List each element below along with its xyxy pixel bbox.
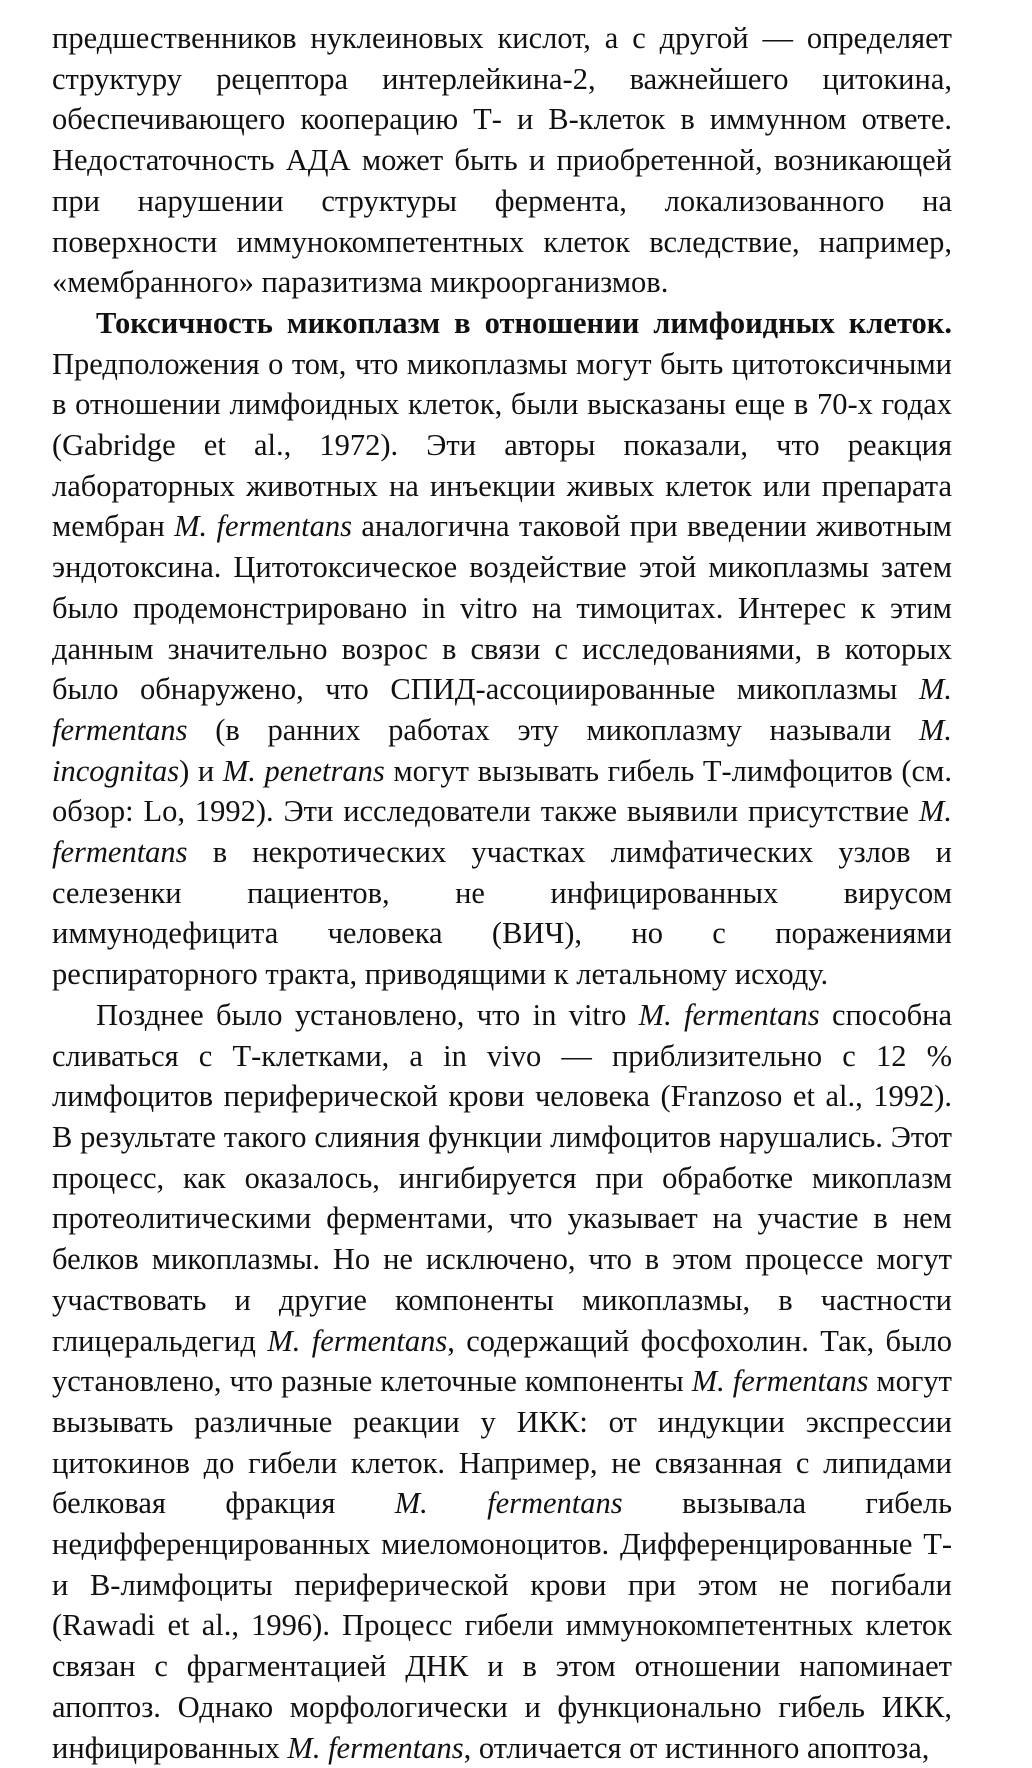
species-name: M. fermentans (174, 509, 353, 544)
text-run: , отличается от истинного апоптоза, (463, 1730, 930, 1765)
text-run: ) и (179, 753, 223, 788)
paragraph-1 (52, 18, 952, 303)
text-run: могут вызывать различные реакции у ИКК: от индукции экспрессии цитокинов до гибели клеток. Например, не связанная с липидами белковая фракция (52, 1364, 952, 1521)
species-name: M. fermentans (638, 997, 820, 1032)
page-text (52, 18, 952, 1768)
text-run: могут вызывать гибель Т-лимфоцитов (см. обзор: Lo, 1992). Эти исследователи также выявили присутствие (52, 753, 952, 829)
paragraph-3 (52, 995, 952, 1768)
section-heading: Токсичность микоплазм в отношении лимфоидных клеток. (96, 305, 952, 340)
species-name: M. penetrans (222, 753, 385, 788)
paragraph-2 (52, 303, 952, 995)
text-run: аналогична таковой при введении животным эндотоксина. Цитотоксическое воздействие этой микоплазмы затем было продемонстрировано in vitro на тимоцитах. Интерес к этим данным значительно возрос в связи с исследованиями, в которых было обнаружено, что СПИД-ассоциированные микоплазмы (52, 509, 952, 707)
text-run: вызывала гибель недифференцированных миеломоноцитов. Дифференцированные Т- и В-лимфоциты периферической крови при этом не погибали (Rawadi et al., 1996). Процесс гибели иммунокомпетентных клеток связан с фрагментацией ДНК и в этом отношении напоминает апоптоз. Однако морфологически и функционально гибель ИКК, инфицированных (52, 1486, 952, 1765)
text-run: способна сливаться с Т-клетками, а in vivo — приблизительно с 12 % лимфоцитов периферической крови человека (Franzoso et al., 1992). В результате такого слияния функции лимфоцитов нарушались. Этот процесс, как оказалось, ингибируется при обработке микоплазм протеолитическими ферментами, что указывает на участие в нем белков микоплазмы. Но не исключено, что в этом процессе могут участвовать и другие компоненты микоплазмы, в частности глицеральдегид (52, 997, 952, 1358)
text-run: (в ранних работах эту микоплазму называли (187, 712, 919, 747)
text-run: в некротических участках лимфатических узлов и селезенки пациентов, не инфицированных вирусом иммунодефицита человека (ВИЧ), но с поражениями респираторного тракта, приводящими к летальному исходу. (52, 835, 952, 992)
species-name: M. incognitas (52, 712, 952, 788)
species-name: M. fermentans (52, 794, 952, 870)
species-name: M. fermentans (287, 1730, 464, 1765)
text-run: предшественников нуклеиновых кислот, а с другой — определяет структуру рецептора интерлейкина-2, важнейшего цитокина, обеспечивающего кооперацию Т- и В-клеток в иммунном ответе. Недостаточность АДА может быть и приобретенной, возникающей при нарушении структуры фермента, локализованного на поверхности иммунокомпетентных клеток вследствие, например, «мембранного» паразитизма микроорганизмов. (52, 21, 952, 300)
text-run: Позднее было установлено, что in vitro (96, 997, 639, 1032)
species-name: M. fermentans (394, 1486, 623, 1521)
species-name: M. fermentans (52, 672, 952, 747)
text-run: Предположения о том, что микоплазмы могут быть цитотоксичными в отношении лимфоидных клеток, были высказаны еще в 70-х годах (Gabridge et al., 1972). Эти авторы показали, что реакция лабораторных животных на инъекции живых клеток или препарата мембран (52, 346, 952, 544)
species-name: M. fermentans (691, 1364, 869, 1399)
species-name: M. fermentans (267, 1323, 448, 1358)
text-run: , содержащий фосфохолин. Так, было установлено, что разные клеточные компоненты (52, 1323, 952, 1399)
